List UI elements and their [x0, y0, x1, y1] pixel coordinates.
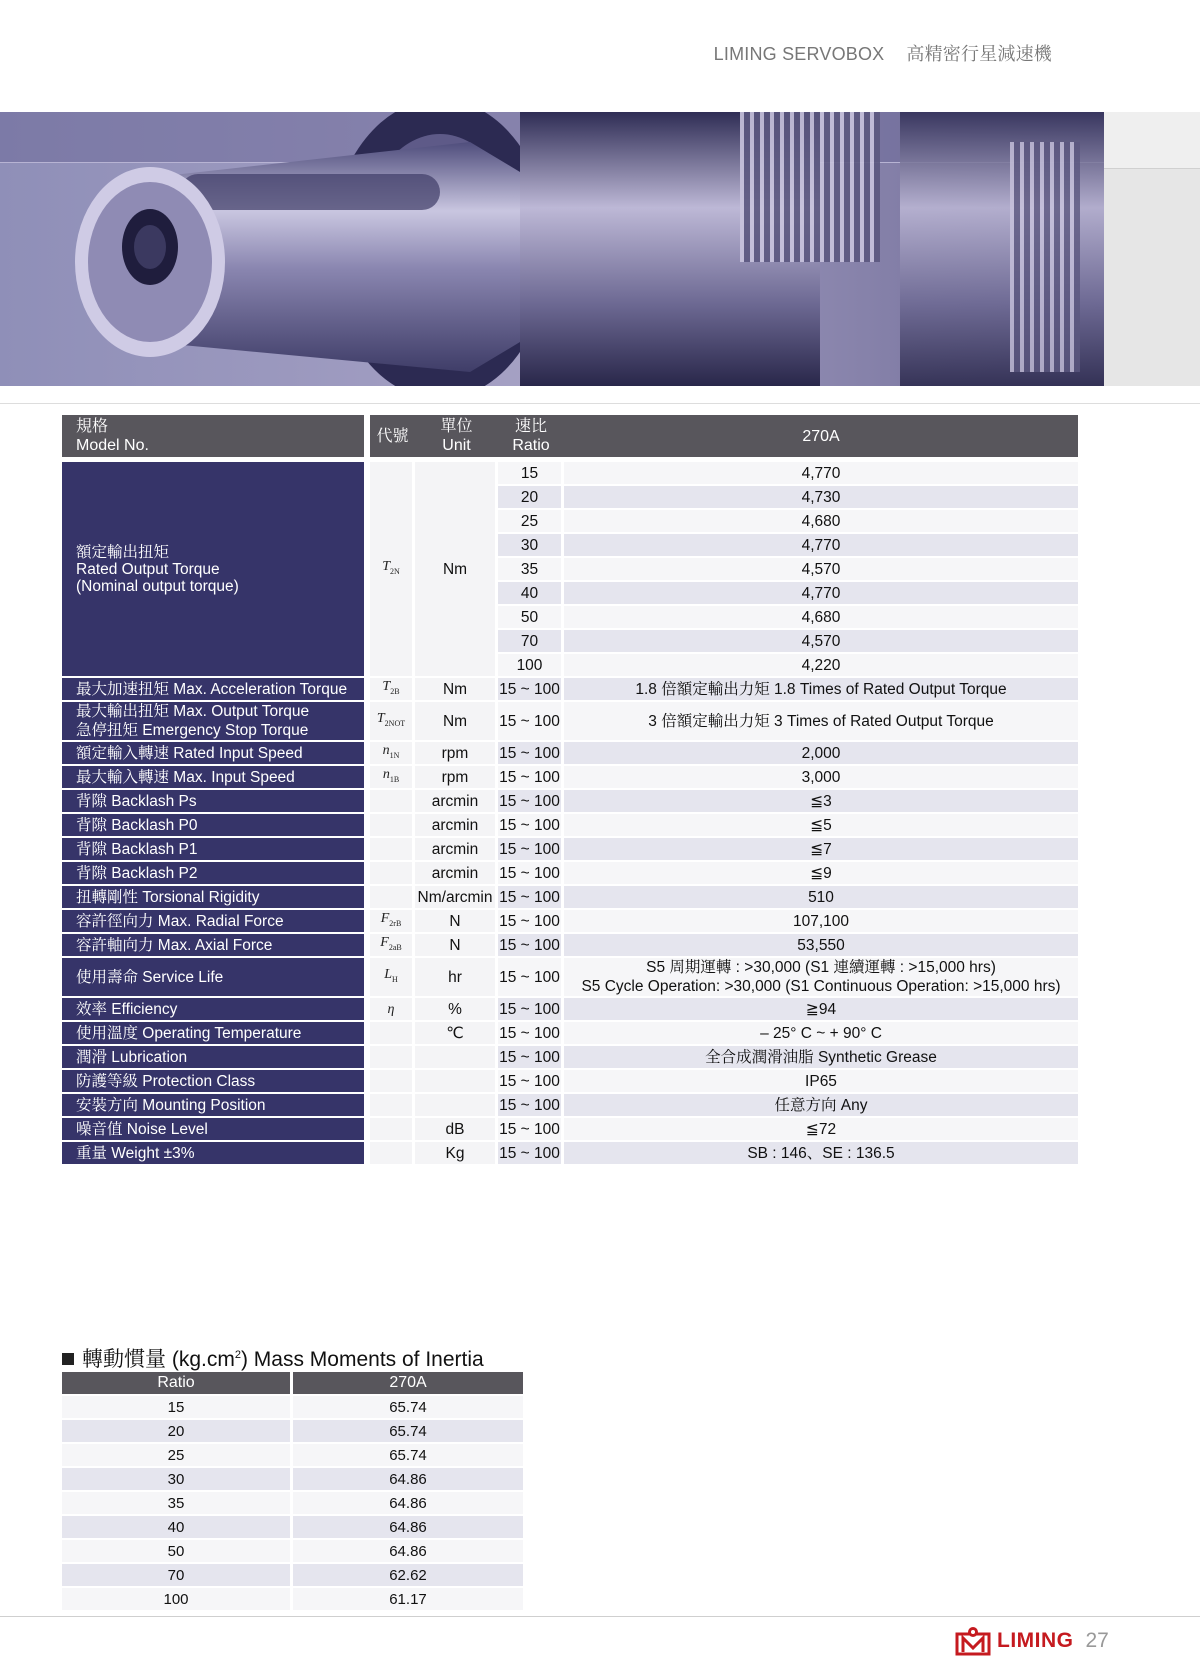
unit-cell: rpm [415, 766, 498, 790]
unit-cell: arcmin [415, 838, 498, 862]
ratio-cell: 15 ~ 100 [498, 702, 564, 742]
inertia-value: 64.86 [293, 1516, 523, 1540]
value-cell [564, 958, 1078, 998]
symbol-cell [370, 886, 415, 910]
hero-side-band [1104, 112, 1200, 169]
unit-cell: Nm [415, 702, 498, 742]
header-model-en: Model No. [76, 437, 149, 454]
table-row [62, 958, 1078, 998]
header-ratio [498, 415, 564, 462]
inertia-row [62, 1564, 523, 1588]
spec-name: 背隙 Backlash P0 [62, 814, 370, 838]
footer-brand: LIMING [997, 1629, 1074, 1652]
ratio-cell: 15 ~ 100 [498, 910, 564, 934]
unit-cell: Kg [415, 1142, 498, 1166]
spec-name: 背隙 Backlash Ps [62, 790, 370, 814]
rated-torque-name [62, 462, 370, 678]
unit-cell: arcmin [415, 814, 498, 838]
inertia-value: 65.74 [293, 1396, 523, 1420]
rated-torque-note: (Nominal output torque) [76, 577, 239, 595]
inertia-ratio: 25 [62, 1444, 293, 1468]
inertia-value: 64.86 [293, 1540, 523, 1564]
spec-name-line2: 急停扭矩 Emergency Stop Torque [76, 722, 309, 739]
inertia-ratio: 15 [62, 1396, 293, 1420]
unit-cell [415, 1046, 498, 1070]
unit-cell: N [415, 934, 498, 958]
header-ratio-en: Ratio [512, 437, 550, 454]
value-cell: 2,000 [564, 742, 1078, 766]
value-cell: 4,680 [564, 606, 1078, 630]
value-cell: ≦5 [564, 814, 1078, 838]
value-cell: 4,770 [564, 534, 1078, 558]
header-subtitle: 高精密行星減速機 [906, 44, 1052, 64]
inertia-row [62, 1396, 523, 1420]
rated-torque-name-en: Rated Output Torque [76, 560, 220, 578]
header-model-no [62, 415, 370, 462]
ratio-cell: 15 [498, 462, 564, 486]
ratio-cell: 15 ~ 100 [498, 1070, 564, 1094]
value-cell: IP65 [564, 1070, 1078, 1094]
symbol-cell [370, 1046, 415, 1070]
inertia-ratio: 20 [62, 1420, 293, 1444]
spec-name: 最大輸入轉速 Max. Input Speed [62, 766, 370, 790]
symbol-cell [370, 814, 415, 838]
rated-torque-unit: Nm [415, 462, 498, 678]
table-row [62, 1142, 1078, 1166]
table-row [62, 766, 1078, 790]
table-row [62, 814, 1078, 838]
inertia-ratio: 70 [62, 1564, 293, 1588]
unit-cell: arcmin [415, 862, 498, 886]
table-row [62, 678, 1078, 702]
inertia-row [62, 1492, 523, 1516]
table-row [62, 934, 1078, 958]
ratio-cell: 15 ~ 100 [498, 1046, 564, 1070]
symbol: F [380, 935, 389, 951]
spec-name: 最大加速扭矩 Max. Acceleration Torque [62, 678, 370, 702]
spec-name: 使用溫度 Operating Temperature [62, 1022, 370, 1046]
value-cell: 107,100 [564, 910, 1078, 934]
spec-name: 容許軸向力 Max. Axial Force [62, 934, 370, 958]
value-cell: 3,000 [564, 766, 1078, 790]
symbol-cell [370, 742, 415, 766]
spec-name: 使用壽命 Service Life [62, 958, 370, 998]
unit-cell: Nm/arcmin [415, 886, 498, 910]
unit-cell: dB [415, 1118, 498, 1142]
unit-cell: Nm [415, 678, 498, 702]
inertia-header-row [62, 1372, 523, 1396]
inertia-ratio: 30 [62, 1468, 293, 1492]
ratio-cell: 25 [498, 510, 564, 534]
value-cell: 4,570 [564, 630, 1078, 654]
value-cell: SB : 146、SE : 136.5 [564, 1142, 1078, 1166]
ratio-cell: 15 ~ 100 [498, 862, 564, 886]
value-line2: S5 Cycle Operation: >30,000 (S1 Continuous Operation: >15,000 hrs) [581, 978, 1061, 995]
header-unit-cn: 單位 [440, 418, 473, 435]
inertia-row [62, 1540, 523, 1564]
inertia-table [62, 1372, 523, 1612]
spec-name: 安裝方向 Mounting Position [62, 1094, 370, 1118]
spec-name: 額定輸入轉速 Rated Input Speed [62, 742, 370, 766]
table-row [62, 702, 1078, 742]
value-cell: ≦3 [564, 790, 1078, 814]
symbol-cell [370, 862, 415, 886]
ratio-cell: 35 [498, 558, 564, 582]
ratio-cell: 15 ~ 100 [498, 1094, 564, 1118]
ratio-cell: 15 ~ 100 [498, 1142, 564, 1166]
unit-cell: arcmin [415, 790, 498, 814]
inertia-title [62, 1343, 484, 1373]
page-number: 27 [1085, 1629, 1109, 1652]
value-cell: 510 [564, 886, 1078, 910]
symbol: L [384, 967, 392, 983]
inertia-value: 64.86 [293, 1492, 523, 1516]
header-code: 代號 [370, 415, 415, 462]
symbol-subscript: H [392, 974, 398, 984]
symbol: n [382, 767, 390, 783]
spec-name: 背隙 Backlash P1 [62, 838, 370, 862]
symbol-cell [370, 998, 415, 1022]
symbol: n [382, 743, 390, 759]
table-row [62, 886, 1078, 910]
section-rule [0, 403, 1200, 404]
spec-name [62, 702, 370, 742]
inertia-header-model: 270A [293, 1372, 523, 1396]
ratio-cell: 50 [498, 606, 564, 630]
ratio-cell: 15 ~ 100 [498, 998, 564, 1022]
value-cell: 4,770 [564, 582, 1078, 606]
symbol-subscript: 2rB [389, 918, 402, 928]
symbol-subscript: 2B [390, 686, 400, 696]
symbol-cell [370, 934, 415, 958]
spec-name-line1: 最大輸出扭矩 Max. Output Torque [76, 703, 310, 720]
inertia-ratio: 50 [62, 1540, 293, 1564]
table-row [62, 1118, 1078, 1142]
inertia-ratio: 40 [62, 1516, 293, 1540]
value-cell: 任意方向 Any [564, 1094, 1078, 1118]
symbol-cell [370, 958, 415, 998]
running-header [714, 40, 1052, 66]
spec-name: 容許徑向力 Max. Radial Force [62, 910, 370, 934]
symbol-subscript: 2NOT [384, 718, 406, 728]
spec-name: 潤滑 Lubrication [62, 1046, 370, 1070]
spec-name: 噪音值 Noise Level [62, 1118, 370, 1142]
rated-torque-symbol [370, 462, 415, 678]
symbol: T [382, 559, 390, 575]
symbol-subscript: 1N [389, 750, 400, 760]
ratio-cell: 15 ~ 100 [498, 1022, 564, 1046]
symbol-cell [370, 910, 415, 934]
inertia-value: 65.74 [293, 1444, 523, 1468]
inertia-header-ratio: Ratio [62, 1372, 293, 1396]
ratio-cell: 15 ~ 100 [498, 934, 564, 958]
value-cell: ≦72 [564, 1118, 1078, 1142]
header-ratio-cn: 速比 [514, 418, 547, 435]
value-cell: ≦7 [564, 838, 1078, 862]
unit-cell: % [415, 998, 498, 1022]
value-cell: 1.8 倍額定輸出力矩 1.8 Times of Rated Output Torque [564, 678, 1078, 702]
symbol-subscript: 1B [389, 774, 400, 784]
inertia-title-post: ) Mass Moments of Inertia [240, 1348, 484, 1371]
spec-name: 重量 Weight ±3% [62, 1142, 370, 1166]
value-cell: 53,550 [564, 934, 1078, 958]
ratio-cell: 70 [498, 630, 564, 654]
spec-name: 扭轉剛性 Torsional Rigidity [62, 886, 370, 910]
unit-cell: hr [415, 958, 498, 998]
symbol-subscript: 2aB [388, 942, 402, 952]
value-cell: 全合成潤滑油脂 Synthetic Grease [564, 1046, 1078, 1070]
ratio-cell: 40 [498, 582, 564, 606]
symbol-cell [370, 1118, 415, 1142]
inertia-ratio: 100 [62, 1588, 293, 1612]
spec-header-row [62, 415, 1078, 462]
ratio-cell: 15 ~ 100 [498, 742, 564, 766]
inertia-row [62, 1516, 523, 1540]
ratio-cell: 15 ~ 100 [498, 790, 564, 814]
unit-cell: ℃ [415, 1022, 498, 1046]
inertia-title-sup: 2 [234, 1349, 241, 1361]
table-row [62, 790, 1078, 814]
spec-name: 防護等級 Protection Class [62, 1070, 370, 1094]
value-cell: 4,570 [564, 558, 1078, 582]
value-cell: 4,680 [564, 510, 1078, 534]
ratio-cell: 15 ~ 100 [498, 814, 564, 838]
header-model: 270A [564, 415, 1078, 462]
spec-table [62, 415, 1078, 1166]
ratio-cell: 15 ~ 100 [498, 1118, 564, 1142]
symbol-cell [370, 1070, 415, 1094]
unit-cell [415, 1070, 498, 1094]
unit-cell [415, 1094, 498, 1118]
ratio-cell: 15 ~ 100 [498, 678, 564, 702]
table-row [62, 862, 1078, 886]
table-row [62, 1070, 1078, 1094]
inertia-title-pre: 轉動慣量 (kg.cm [82, 1348, 235, 1371]
symbol-cell [370, 766, 415, 790]
ratio-cell: 15 ~ 100 [498, 838, 564, 862]
footer-logo [955, 1624, 1109, 1658]
spec-name: 效率 Efficiency [62, 998, 370, 1022]
symbol-cell [370, 838, 415, 862]
footer-rule [0, 1616, 1200, 1617]
rated-torque-name-cn: 額定輸出扭矩 [76, 543, 170, 561]
ratio-cell: 15 ~ 100 [498, 886, 564, 910]
inertia-row [62, 1588, 523, 1612]
gearbox-photo [0, 112, 1104, 386]
symbol: η [387, 1001, 395, 1017]
value-cell: 3 倍額定輸出力矩 3 Times of Rated Output Torque [564, 702, 1078, 742]
table-row [62, 742, 1078, 766]
table-row [62, 1022, 1078, 1046]
spec-name: 背隙 Backlash P2 [62, 862, 370, 886]
symbol-cell [370, 678, 415, 702]
header-unit [415, 415, 498, 462]
table-row [62, 1094, 1078, 1118]
inertia-value: 64.86 [293, 1468, 523, 1492]
ratio-cell: 15 ~ 100 [498, 766, 564, 790]
symbol-cell [370, 702, 415, 742]
header-brand: LIMING SERVOBOX [713, 44, 885, 64]
value-cell: ≦9 [564, 862, 1078, 886]
inertia-row [62, 1420, 523, 1444]
table-row [62, 1046, 1078, 1070]
inertia-ratio: 35 [62, 1492, 293, 1516]
table-row [62, 462, 1078, 486]
ratio-cell: 15 ~ 100 [498, 958, 564, 998]
bullet-square-icon [62, 1353, 74, 1365]
unit-cell: rpm [415, 742, 498, 766]
value-line1: S5 周期運轉 : >30,000 (S1 連續運轉 : >15,000 hrs) [646, 959, 996, 976]
ratio-cell: 20 [498, 486, 564, 510]
value-cell: 4,730 [564, 486, 1078, 510]
header-model-cn: 規格 [76, 418, 109, 435]
value-cell: 4,220 [564, 654, 1078, 678]
unit-cell: N [415, 910, 498, 934]
liming-logo-icon [955, 1626, 991, 1656]
ratio-cell: 30 [498, 534, 564, 558]
symbol-cell [370, 1142, 415, 1166]
inertia-value: 62.62 [293, 1564, 523, 1588]
header-unit-en: Unit [442, 437, 471, 454]
symbol: T [376, 711, 385, 727]
ratio-cell: 100 [498, 654, 564, 678]
inertia-value: 61.17 [293, 1588, 523, 1612]
table-row [62, 838, 1078, 862]
inertia-row [62, 1444, 523, 1468]
value-cell: 4,770 [564, 462, 1078, 486]
symbol-cell [370, 1022, 415, 1046]
table-row [62, 910, 1078, 934]
symbol-cell [370, 790, 415, 814]
symbol-cell [370, 1094, 415, 1118]
inertia-value: 65.74 [293, 1420, 523, 1444]
value-cell: – 25° C ~ + 90° C [564, 1022, 1078, 1046]
value-cell: ≧94 [564, 998, 1078, 1022]
inertia-row [62, 1468, 523, 1492]
symbol: T [382, 679, 391, 695]
table-row [62, 998, 1078, 1022]
symbol-subscript: 2N [390, 566, 400, 576]
symbol: F [380, 911, 390, 927]
